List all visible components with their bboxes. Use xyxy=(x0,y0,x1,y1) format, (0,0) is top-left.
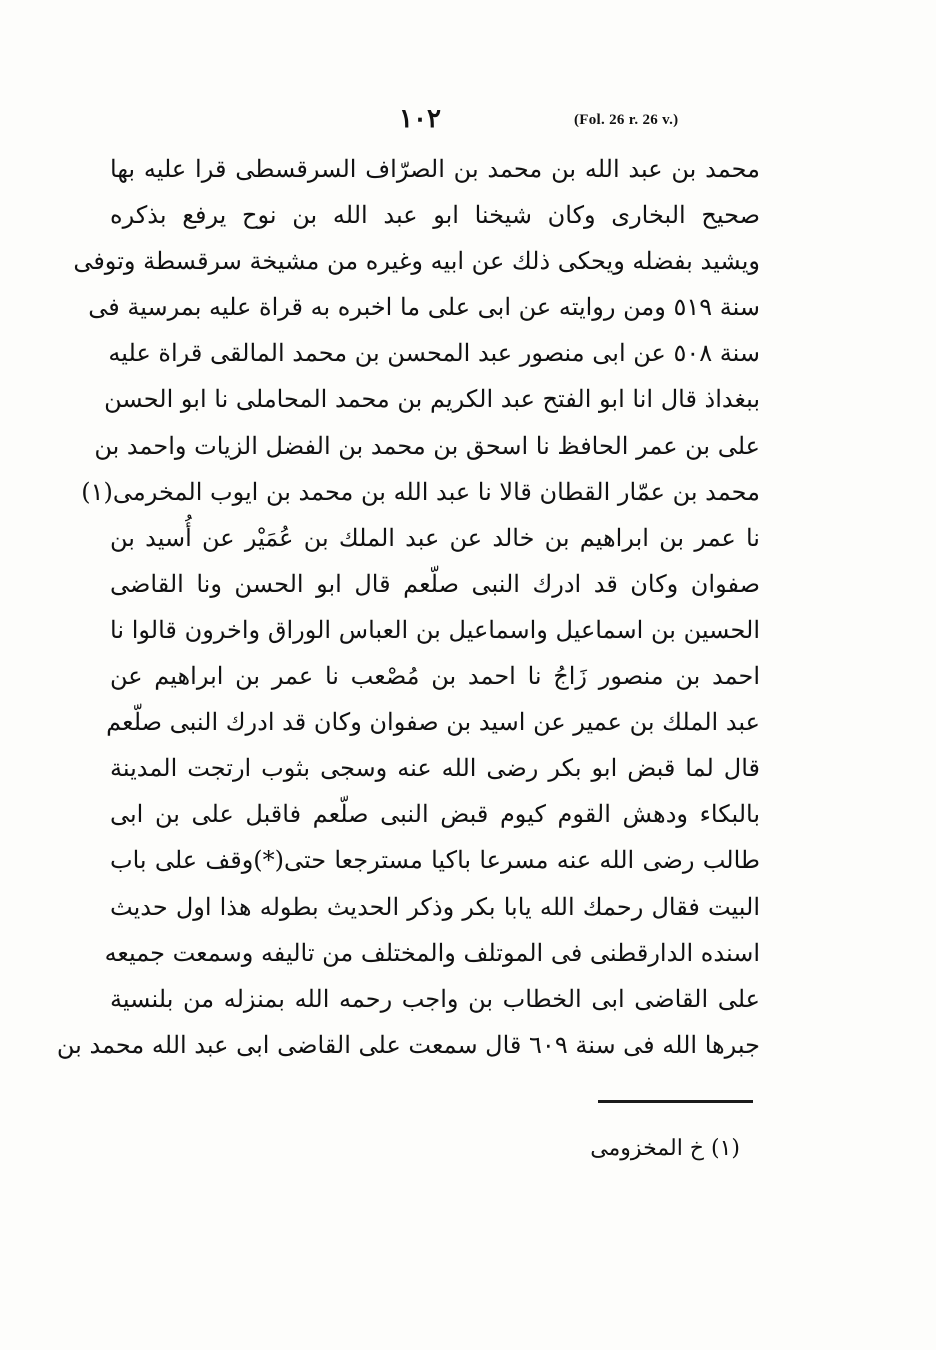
text-line: نا عمر بن ابراهيم بن خالد عن عبد الملك بن عُمَيْر عن أُسيد بن xyxy=(110,523,760,552)
text-line: البيت فقال رحمك الله يابا بكر وذكر الحديث بطوله هذا اول حديث xyxy=(110,892,760,921)
text-line: قال لما قبض ابو بكر رضى الله عنه وسجى بثوب ارتجت المدينة xyxy=(110,754,760,783)
footnote-divider xyxy=(598,1100,753,1103)
body-text xyxy=(56,146,760,1068)
text-line: محمد بن عبد الله بن محمد بن الصرّاف السرقسطى قرا عليه بها xyxy=(110,155,760,183)
folio-reference: (Fol. 26 r. 26 v.) xyxy=(574,112,679,128)
text-line: محمد بن عمّار القطان قالا نا عبد الله بن محمد بن ايوب المخرمى(١) xyxy=(81,477,760,506)
text-line: بالبكاء ودهش القوم كيوم قبض النبى صلّعم فاقبل على بن ابى xyxy=(110,800,760,829)
text-line: اسنده الدارقطنى فى الموتلف والمختلف من تاليفه وسمعت جميعه xyxy=(104,938,760,967)
text-line: ويشيد بفضله ويحكى ذلك عن ابيه وغيره من مشيخة سرقسطة وتوفى xyxy=(73,247,760,276)
text-line: صفوان وكان قد ادرك النبى صلّعم قال ابو الحسن ونا القاضى xyxy=(110,569,760,598)
text-line: على بن عمر الحافظ نا اسحق بن محمد بن الفضل الزيات واحمد بن xyxy=(94,431,760,460)
text-line: على القاضى ابى الخطاب بن واجب رحمه الله بمنزله من بلنسية xyxy=(110,984,760,1013)
footnote: (١) خ المخزومى xyxy=(590,1136,740,1161)
text-line: جبرها الله فى سنة ٦٠٩ قال سمعت على القاضى ابى عبد الله محمد بن xyxy=(56,1030,760,1059)
page-number: ١٠٢ xyxy=(399,104,441,134)
text-line: عبد الملك بن عمير عن اسيد بن صفوان وكان قد ادرك النبى صلّعم xyxy=(106,708,760,737)
text-line: سنة ٥٠٨ عن ابى منصور عبد المحسن بن محمد المالقى قراة عليه xyxy=(108,339,760,368)
text-line: احمد بن منصور زَاجُ نا احمد بن مُصْعب نا عمر بن ابراهيم عن xyxy=(110,662,760,691)
text-line: ببغداذ قال انا ابو الفتح عبد الكريم بن محمد المحاملى نا ابو الحسن xyxy=(104,385,760,414)
text-line: سنة ٥١٩ ومن روايته عن ابى على ما اخبره به قراة عليه بمرسية فى xyxy=(88,293,760,322)
text-line: طالب رضى الله عنه مسرعا باكيا مسترجعا حتى(*)وقف على باب xyxy=(110,846,760,875)
text-line: صحيح البخارى وكان شيخنا ابو عبد الله بن نوح يرفع بذكره xyxy=(110,201,760,230)
text-line: الحسين بن اسماعيل واسماعيل بن العباس الوراق واخرون قالوا نا xyxy=(110,615,760,644)
